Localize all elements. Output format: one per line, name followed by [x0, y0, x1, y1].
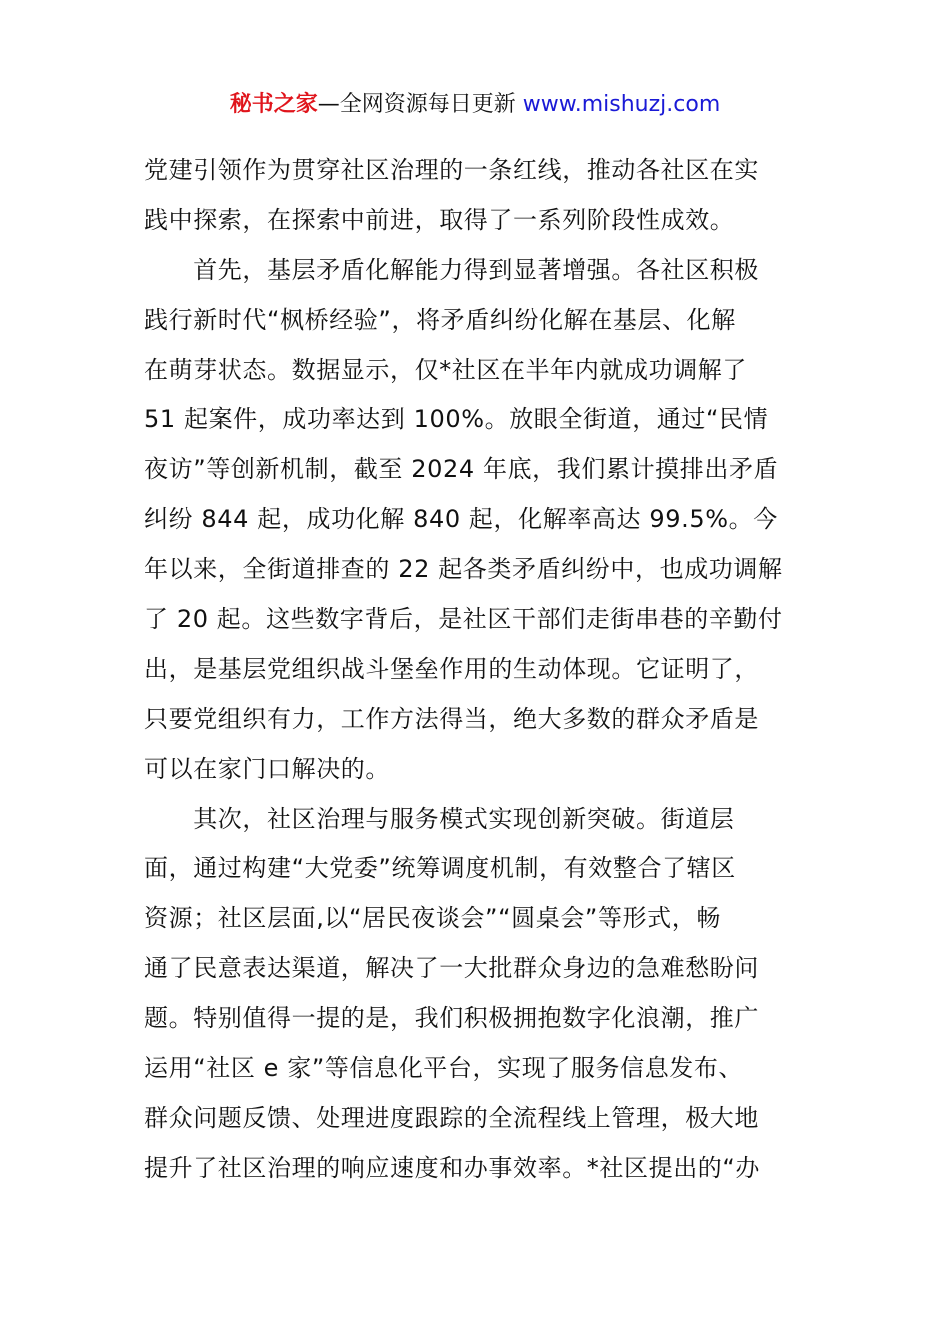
text-line: 践中探索，在探索中前进，取得了一系列阶段性成效。 [144, 205, 735, 234]
text-line: 首先，基层矛盾化解能力得到显著增强。各社区积极 [144, 255, 759, 284]
text-line: 可以在家门口解决的。 [144, 754, 390, 783]
text-line: 党建引领作为贯穿社区治理的一条红线，推动各社区在实 [144, 156, 759, 184]
site-brand: 秘书之家 [229, 92, 318, 117]
text-line: 夜访”等创新机制，截至 2024 年底，我们累计摸排出矛盾 [144, 455, 779, 484]
text-line: 在萌芽状态。数据显示，仅*社区在半年内就成功调解了 [144, 355, 747, 384]
text-line: 践行新时代“枫桥经验”，将矛盾纠纷化解在基层、化解 [144, 305, 736, 334]
text-line: 51 起案件，成功率达到 100%。放眼全街道，通过“民情 [144, 405, 769, 434]
text-line: 面，通过构建“大党委”统筹调度机制，有效整合了辖区 [144, 854, 736, 883]
text-line: 运用“社区 e 家”等信息化平台，实现了服务信息发布、 [144, 1054, 744, 1083]
text-line: 提升了社区治理的响应速度和办事效率。*社区提出的“办 [144, 1153, 761, 1182]
text-line: 出，是基层党组织战斗堡垒作用的生动体现。它证明了， [144, 654, 759, 683]
site-tagline: —全网资源每日更新 [317, 92, 523, 117]
text-line: 其次，社区治理与服务模式实现创新突破。街道层 [144, 804, 735, 833]
text-line: 资源；社区层面,以“居民夜谈会”“圆桌会”等形式，畅 [144, 904, 721, 933]
site-url-link[interactable]: www.mishuzj.com [522, 92, 721, 117]
site-header [0, 88, 950, 122]
text-line: 通了民意表达渠道，解决了一大批群众身边的急难愁盼问 [144, 954, 759, 983]
text-line: 群众问题反馈、处理进度跟踪的全流程线上管理，极大地 [144, 1103, 759, 1132]
text-line: 年以来，全街道排查的 22 起各类矛盾纠纷中，也成功调解 [144, 555, 783, 584]
document-body [144, 146, 809, 1194]
text-line: 纠纷 844 起，成功化解 840 起，化解率高达 99.5%。今 [144, 505, 778, 534]
text-line: 了 20 起。这些数字背后，是社区干部们走街串巷的辛勤付 [144, 605, 783, 634]
text-line: 题。特别值得一提的是，我们积极拥抱数字化浪潮，推广 [144, 1004, 759, 1033]
text-line: 只要党组织有力，工作方法得当，绝大多数的群众矛盾是 [144, 704, 759, 733]
